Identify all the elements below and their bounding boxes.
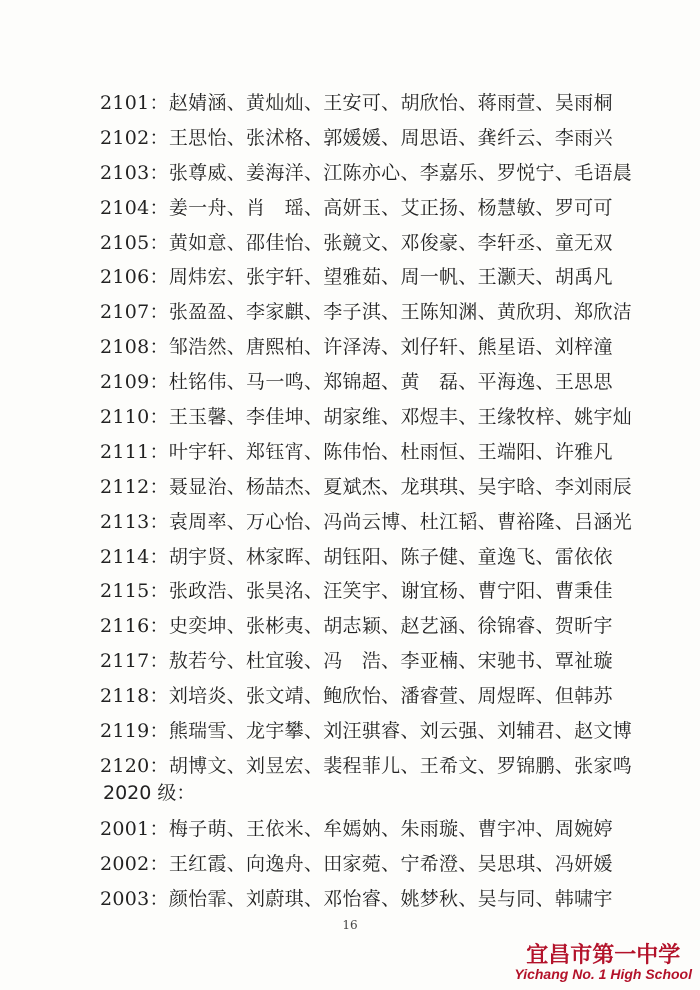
class-line: 2001：梅子萌、王依米、牟嫣妠、朱雨璇、曹宇冲、周婉婷 [100,818,613,840]
school-name-english: Yichang No. 1 High School [514,966,692,983]
class-2020-list [100,812,680,917]
class-line: 2119：熊瑞雪、龙宇攀、刘汪骐睿、刘云强、刘辅君、赵文博 [100,720,633,743]
class-line: 2108：邹浩然、唐熙柏、许泽涛、刘仔轩、熊星语、刘梓潼 [100,336,613,359]
class-line: 2003：颜怡霏、刘蔚琪、邓怡睿、姚梦秋、吴与同、韩啸宇 [100,887,613,910]
class-line: 2104：姜一舟、肖 瑶、高妍玉、艾正扬、杨慧敏、罗可可 [100,196,613,219]
class-line: 2118：刘培炎、张文靖、鲍欣怡、潘睿萱、周煜晖、但韩苏 [100,685,613,708]
class-line: 2106：周炜宏、张宇轩、望雅茹、周一帆、王灏天、胡禹凡 [100,266,613,289]
class-line: 2114：胡宇贤、林家晖、胡钰阳、陈子健、童逸飞、雷依依 [100,545,613,568]
page-number: 16 [342,918,358,932]
class-line: 2116：史奕坤、张彬夷、胡志颖、赵艺涵、徐锦睿、贺昕宇 [100,615,613,638]
class-line: 2111：叶宇轩、郑钰宵、陈伟怡、杜雨恒、王端阳、许雅凡 [100,440,613,463]
class-line: 2117：敖若兮、杜宜骏、冯 浩、李亚楠、宋驰书、覃祉璇 [100,650,613,673]
school-name-chinese: 宜昌市第一中学 [526,943,681,969]
class-line: 2110：王玉馨、李佳坤、胡家维、邓煜丰、王缘牧梓、姚宇灿 [100,406,633,429]
class-line: 2101：赵婧涵、黄灿灿、王安可、胡欣怡、蒋雨萱、吴雨桐 [100,92,613,114]
class-line: 2105：黄如意、邵佳怡、张竸文、邓俊豪、李轩丞、童无双 [100,231,613,254]
class-line: 2102：王思怡、张沭格、郭媛媛、周思语、龚纤云、李雨兴 [100,126,613,149]
class-line: 2109：杜铭伟、马一鸣、郑锦超、黄 磊、平海逸、王思思 [100,371,613,394]
class-line: 2107：张盈盈、李家麒、李子淇、王陈知渊、黄欣玥、郑欣洁 [100,301,633,324]
class-2021-list [100,86,680,784]
class-line: 2112：聂显治、杨喆杰、夏斌杰、龙琪琪、吴宇晗、李刘雨辰 [100,475,633,498]
class-line: 2002：王红霞、向逸舟、田家菀、宁希澄、吴思琪、冯妍媛 [100,852,613,875]
section-heading: 2020 级： [103,782,196,804]
class-line: 2120：胡博文、刘昱宏、裴程菲儿、王希文、罗锦鹏、张家鸣 [100,754,633,777]
class-line: 2113：袁周率、万心怡、冯尚云博、杜江韬、曹裕隆、吕涵光 [100,510,633,533]
school-logo [514,944,692,982]
class-line: 2103：张尊威、姜海洋、江陈亦心、李嘉乐、罗悦宁、毛语晨 [100,161,633,184]
class-line: 2115：张政浩、张昊洺、汪笑宇、谢宜杨、曹宁阳、曹秉佳 [100,580,613,603]
